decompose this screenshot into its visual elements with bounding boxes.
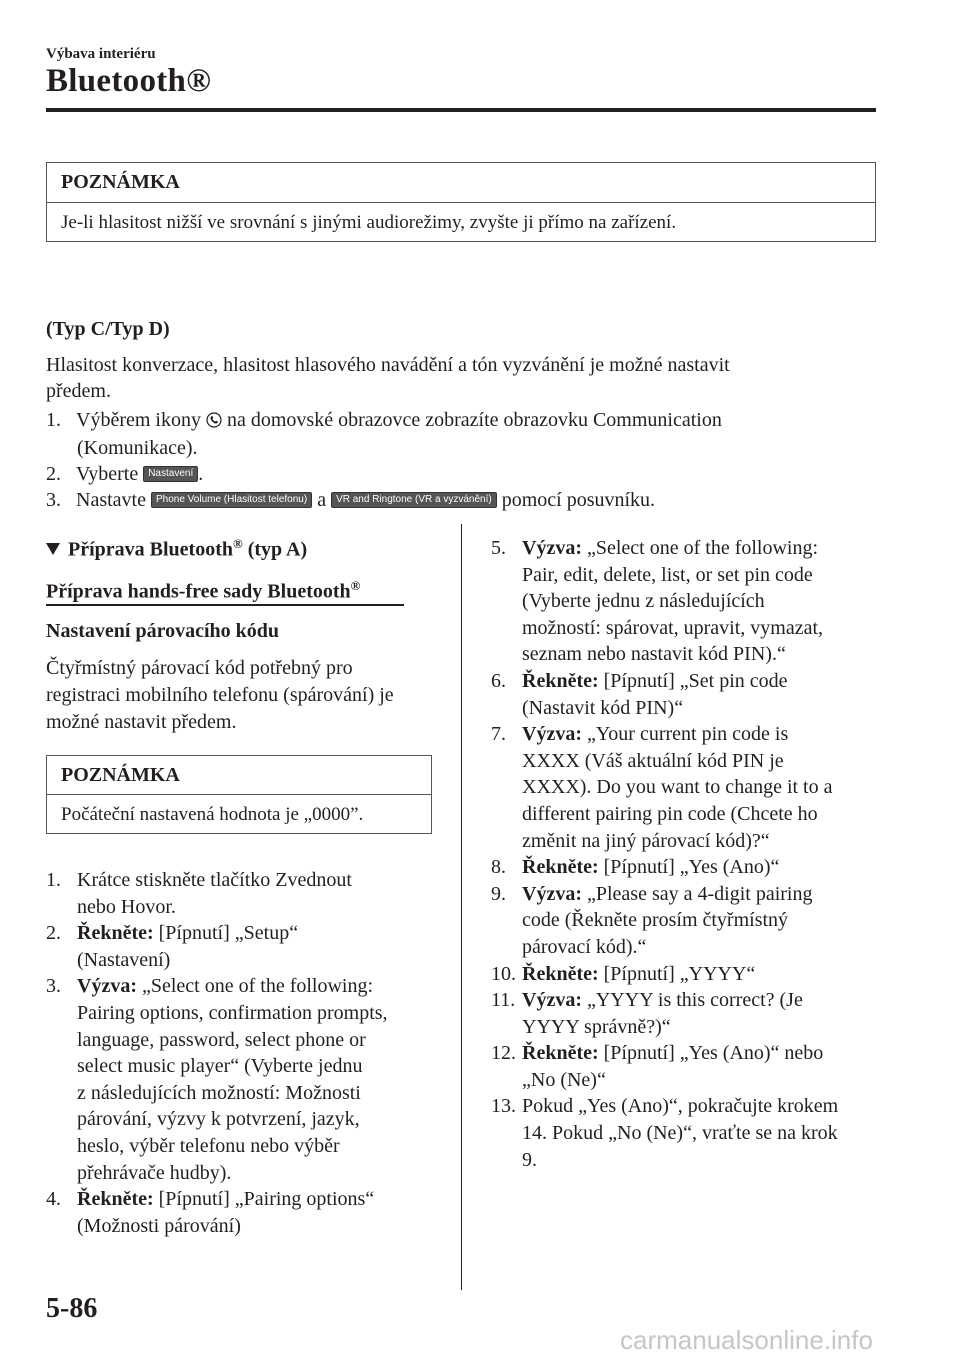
step-number: 5.: [491, 537, 506, 559]
heading-text: Příprava hands-free sady Bluetooth: [46, 580, 351, 603]
header-rule: [46, 108, 876, 112]
step-text: Výzva: „Select one of the following: Pair, edit, delete, list, or set pin code (Vyberte jednu z následujících možností: spárovat, upravit, vymazat, seznam nebo nastavit kód PIN).“: [522, 537, 824, 666]
para-line: Čtyřmístný párovací kód potřebný pro: [46, 657, 353, 679]
note-text: Je-li hlasitost nižší ve srovnání s jinými audiorežimy, zvyšte ji přímo na zařízení.: [61, 211, 677, 233]
subsection-rule: [46, 604, 404, 606]
intro-line: Hlasitost konverzace, hlasitost hlasového navádění a tón vyzvánění je možné nastavit: [46, 354, 730, 376]
step-number: 12.: [491, 1042, 516, 1065]
right-step-list: [491, 535, 891, 1173]
note-heading: POZNÁMKA: [61, 171, 180, 193]
step-text: Nastavte: [76, 489, 146, 511]
intro-line: předem.: [46, 380, 111, 402]
list-item: [491, 987, 891, 1040]
note-text: Počáteční nastavená hodnota je „0000”.: [61, 803, 364, 825]
step-number: 9.: [491, 882, 506, 905]
step-number: 1.: [46, 869, 61, 891]
step-text: Výzva: „Please say a 4-digit pairing code (Řekněte prosím čtyřmístný párovací kód).“: [522, 882, 813, 958]
step-text: Výzva: „Your current pin code is XXXX (Váš aktuální kód PIN je XXXX). Do you want to change it to a different pairing pin code (Chcete ho změnit na jiný párovací kód)?“: [522, 723, 833, 852]
step-keyword: Řekněte:: [522, 1042, 599, 1065]
list-item: [491, 535, 891, 668]
step-text: Krátce stiskněte tlačítko Zvednout nebo Hovor.: [77, 869, 352, 918]
list-item: [491, 881, 891, 961]
note-box: [46, 755, 432, 834]
section-heading: [46, 536, 307, 562]
step-text: a: [317, 489, 327, 511]
phone-volume-button[interactable]: Phone Volume (Hlasitost telefonu): [151, 492, 312, 508]
step-keyword: Řekněte:: [77, 922, 154, 945]
step-text: na domovské obrazovce zobrazíte obrazovku Communication: [226, 409, 722, 431]
step-number: 10.: [491, 962, 516, 985]
heading-text: (typ A): [242, 538, 308, 561]
page-number: 5-86: [46, 1293, 98, 1324]
step-number: 7.: [491, 723, 506, 746]
step-keyword: Řekněte:: [522, 856, 599, 879]
step-text: Řekněte: [Pípnutí] „Set pin code (Nastavit kód PIN)“: [522, 669, 788, 719]
step-number: 2.: [46, 463, 61, 485]
registered-mark: ®: [233, 536, 243, 551]
step-text: Výběrem ikony: [76, 409, 201, 431]
left-step-list: [46, 867, 446, 1239]
step-keyword: Výzva:: [77, 975, 137, 998]
step-number: 1.: [46, 409, 61, 431]
step-text: pomocí posuvníku.: [501, 489, 656, 511]
typ-cd-intro: [46, 352, 876, 404]
list-item: [46, 867, 446, 920]
step-text: Řekněte: [Pípnutí] „Yes (Ano)“ nebo „No (Ne)“: [522, 1042, 824, 1091]
para-line: registraci mobilního telefonu (spárování) je: [46, 684, 394, 706]
step-keyword: Výzva:: [522, 723, 582, 746]
step-keyword: Výzva:: [522, 882, 582, 905]
step-text: Pokud „Yes (Ano)“, pokračujte krokem 14. Pokud „No (Ne)“, vraťte se na krok 9.: [522, 1095, 839, 1171]
registered-mark: ®: [350, 578, 361, 593]
step-number: 3.: [46, 489, 61, 511]
step-number: 8.: [491, 856, 506, 879]
note-heading: POZNÁMKA: [61, 763, 180, 786]
step-keyword: Výzva:: [522, 989, 582, 1012]
step-text: Výzva: „Select one of the following: Pairing options, confirmation prompts, language, password, select phone or select music player“ (Vyberte jednu z následujících možností: Možnosti párování, výzvy k potvrzení, jazyk, heslo, výběr telefonu nebo výběr přehrávače hudby).: [77, 975, 388, 1184]
vr-ringtone-button[interactable]: VR and Ringtone (VR a vyzvánění): [331, 492, 497, 508]
step-keyword: Řekněte:: [77, 1188, 154, 1211]
step-text: (Komunikace).: [77, 437, 198, 459]
step-text: .: [198, 463, 204, 485]
step-text: Řekněte: [Pípnutí] „YYYY“: [522, 962, 756, 985]
section-label: Výbava interiéru: [46, 46, 156, 62]
h3-heading: Nastavení párovacího kódu: [46, 620, 280, 642]
list-item: [491, 961, 891, 988]
step-number: 13.: [491, 1095, 516, 1118]
step-1: [46, 407, 876, 435]
step-number: 6.: [491, 669, 506, 692]
left-paragraph: [46, 655, 446, 736]
typ-cd-steps: [46, 407, 876, 513]
subsection-heading: [46, 578, 360, 604]
para-line: možné nastavit předem.: [46, 711, 237, 733]
communication-phone-icon: [206, 409, 222, 435]
step-number: 2.: [46, 922, 61, 945]
step-keyword: Řekněte:: [522, 962, 599, 985]
page-title: Bluetooth®: [46, 63, 212, 99]
list-item: [491, 1093, 891, 1173]
list-item: [491, 1040, 891, 1093]
column-divider: [461, 524, 462, 1290]
list-item: [46, 973, 446, 1186]
step-number: 11.: [491, 989, 516, 1012]
list-item: [46, 1186, 446, 1239]
step-number: 3.: [46, 975, 61, 998]
step-keyword: Výzva:: [522, 537, 582, 559]
step-text: Řekněte: [Pípnutí] „Pairing options“ (Možnosti párování): [77, 1188, 375, 1237]
note-box: [46, 162, 876, 242]
step-keyword: Řekněte:: [522, 669, 599, 692]
step-2: [46, 461, 876, 487]
step-text: Výzva: „YYYY is this correct? (Je YYYY správně?)“: [522, 989, 803, 1038]
typ-cd-heading: (Typ C/Typ D): [46, 318, 170, 340]
step-3: [46, 487, 876, 513]
step-text: Řekněte: [Pípnutí] „Setup“ (Nastavení): [77, 922, 299, 971]
triangle-bullet-icon: [46, 543, 60, 555]
step-number: 4.: [46, 1188, 61, 1211]
nastaveni-button[interactable]: Nastavení: [143, 466, 198, 482]
list-item: [491, 668, 891, 721]
step-text: Řekněte: [Pípnutí] „Yes (Ano)“: [522, 856, 780, 879]
list-item: [491, 721, 891, 854]
list-item: [46, 920, 446, 973]
step-text: Vyberte: [76, 463, 139, 485]
heading-text: Příprava Bluetooth: [68, 538, 233, 561]
watermark: carmanualsonline.info: [620, 1325, 873, 1355]
list-item: [491, 854, 891, 881]
